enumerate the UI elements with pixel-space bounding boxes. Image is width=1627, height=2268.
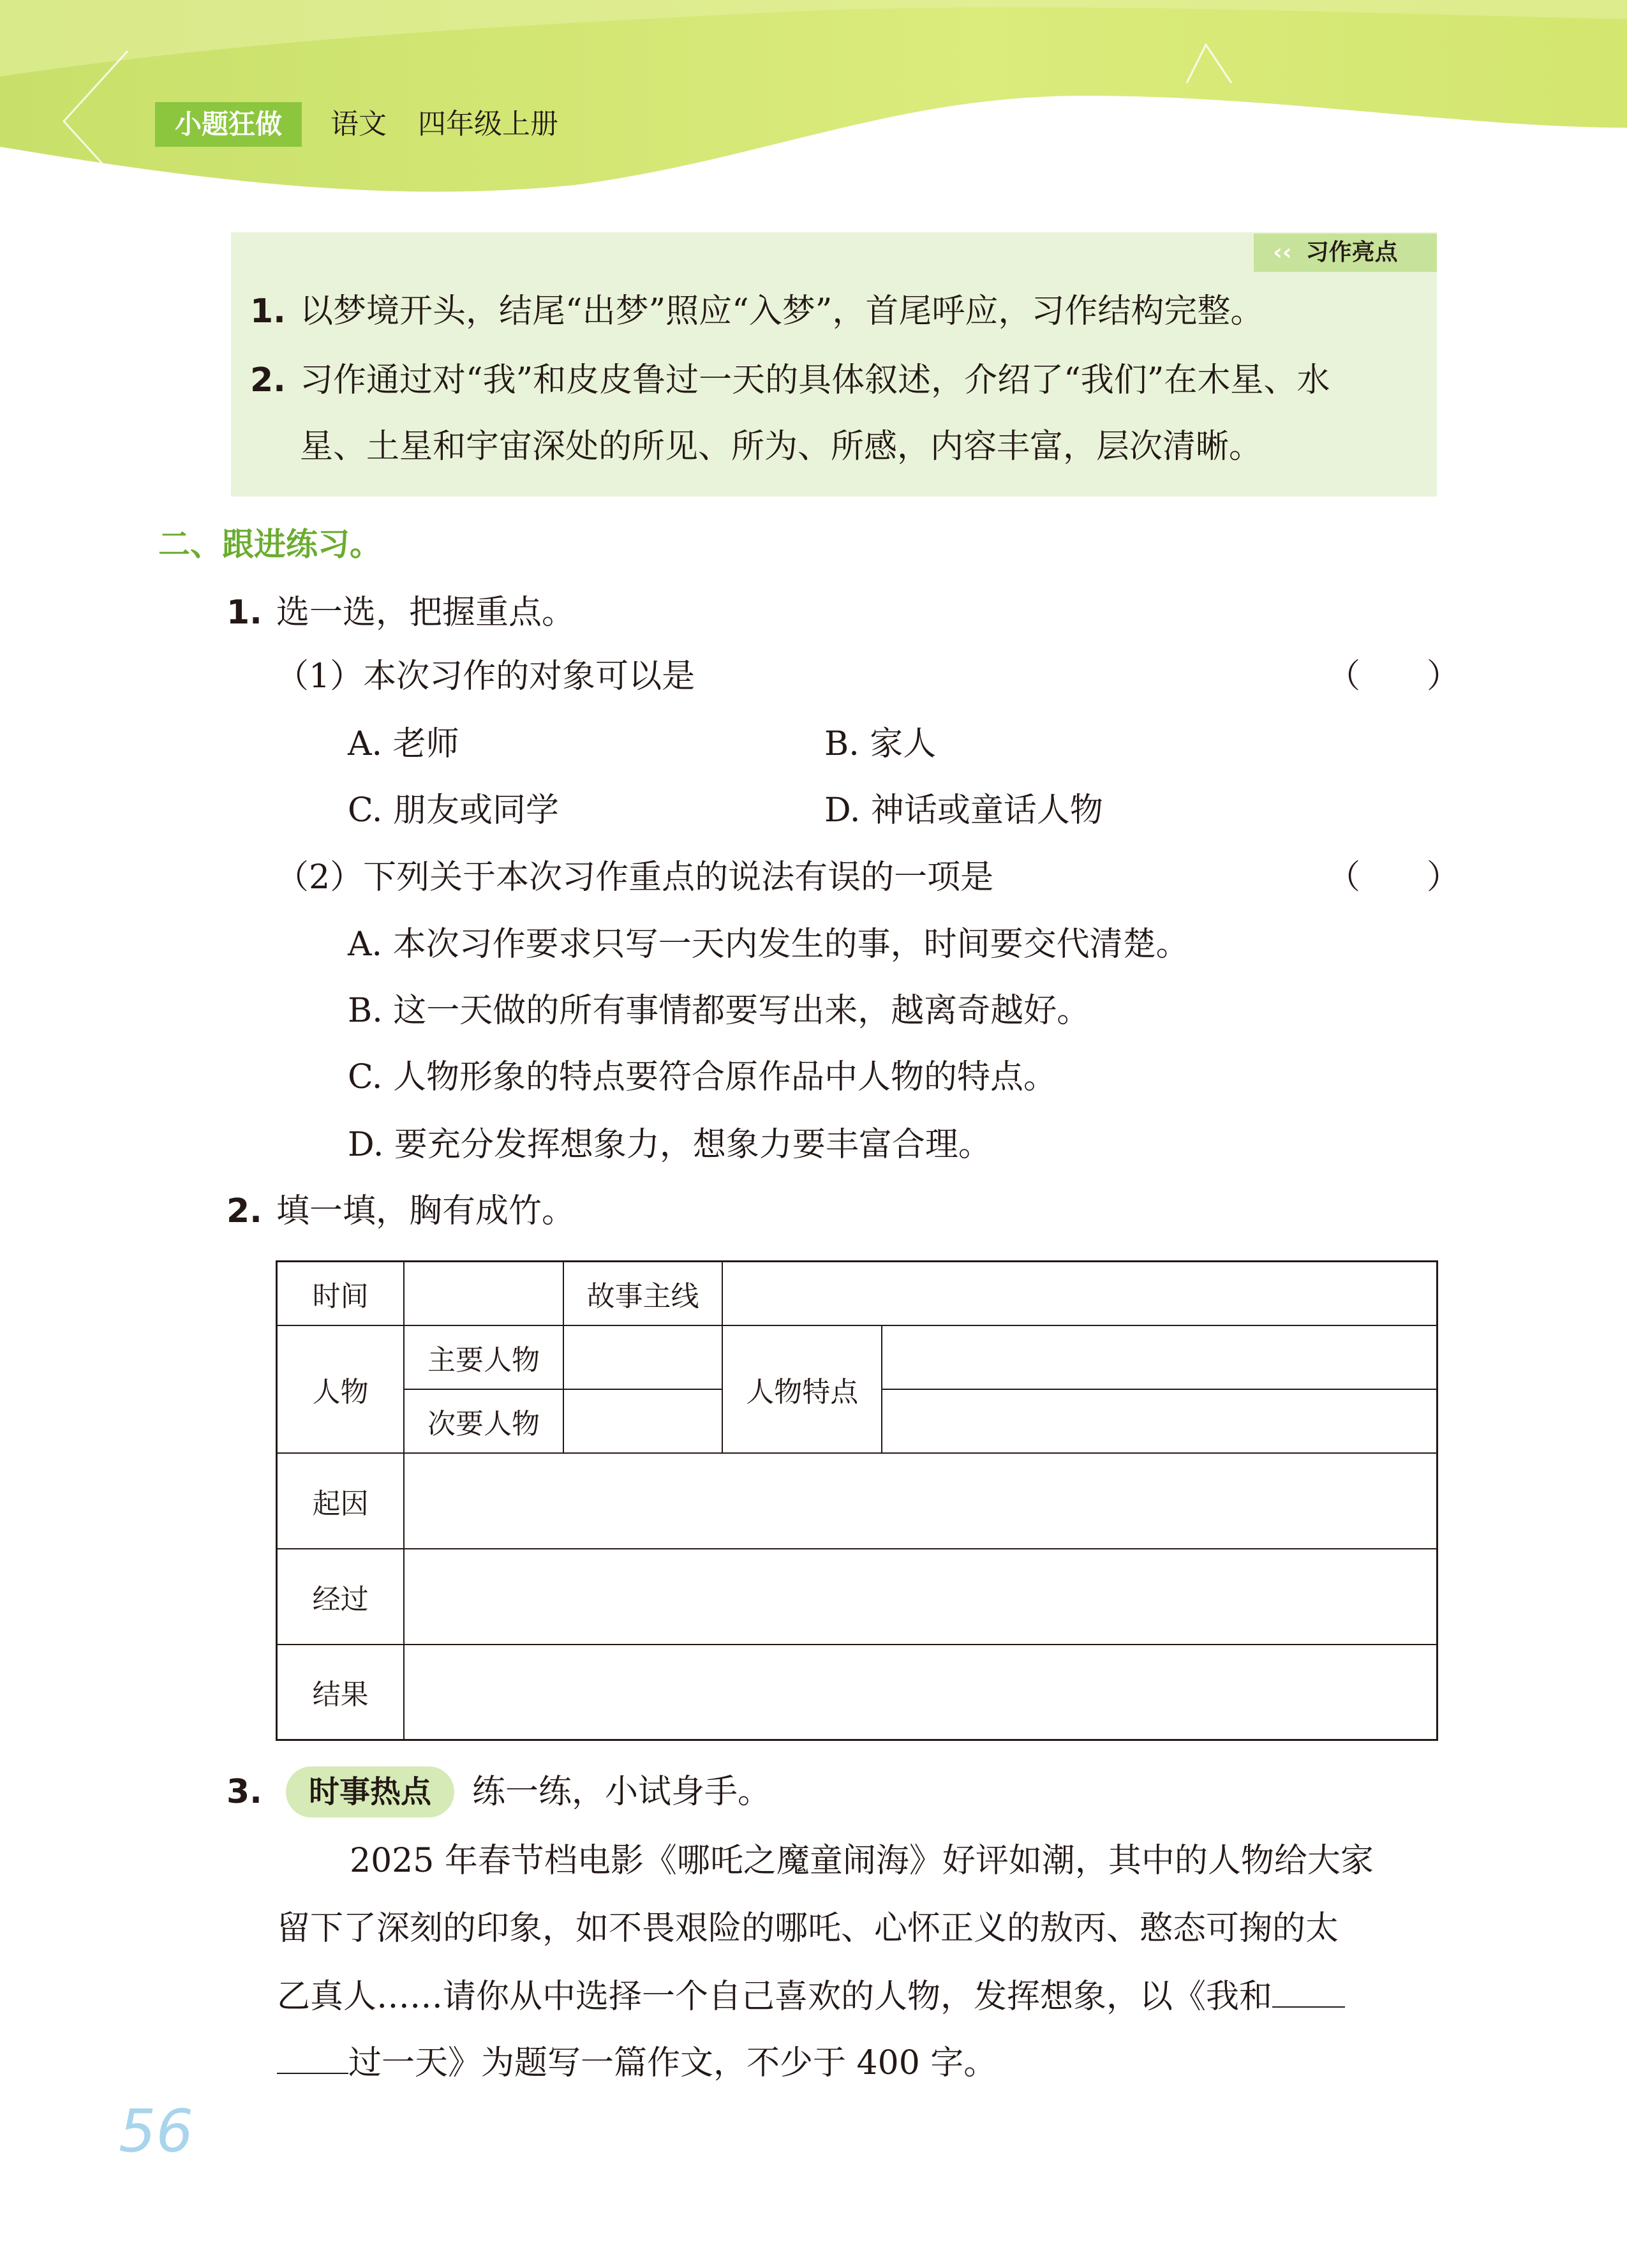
cell-minor-char-label: 次要人物 <box>404 1389 563 1453</box>
question-number: 2. <box>227 1192 262 1230</box>
page-number: 56 <box>119 2097 194 2165</box>
highlights-tag-label: 习作亮点 <box>1305 239 1398 265</box>
cell-result-input[interactable] <box>404 1645 1437 1740</box>
highlight-item-1 <box>250 286 1263 337</box>
q1-sub1-stem: （1）本次习作的对象可以是 <box>276 657 695 696</box>
question-1 <box>227 587 575 638</box>
cell-minor-traits-input[interactable] <box>882 1389 1437 1453</box>
prompt-text: 过一天》为题写一篇作文，不少于 400 字。 <box>348 2044 997 2082</box>
question-title: 选一选，把握重点。 <box>276 593 576 632</box>
question-3-title: 练一练，小试身手。 <box>472 1773 771 1811</box>
highlight-item-2 <box>250 355 1330 406</box>
cell-mainline-label: 故事主线 <box>563 1262 723 1325</box>
option-c[interactable]: C. 朋友或同学 <box>348 791 559 830</box>
option-b[interactable]: B. 这一天做的所有事情都要写出来，越离奇越好。 <box>348 992 1090 1030</box>
cell-cause-label: 起因 <box>277 1453 405 1549</box>
prompt-line-1: 2025 年春节档电影《哪吒之魔童闹海》好评如潮，其中的人物给大家 <box>350 1842 1374 1880</box>
highlight-text: 以梦境开头，结尾“出梦”照应“入梦”，首尾呼应，习作结构完整。 <box>300 292 1264 331</box>
double-chevron-left-icon: ‹‹ <box>1273 239 1292 265</box>
grade-label: 四年级上册 <box>418 108 558 140</box>
option-b[interactable]: B. 家人 <box>824 725 937 763</box>
cell-result-label: 结果 <box>277 1645 405 1740</box>
option-d[interactable]: D. 神话或童话人物 <box>824 791 1103 830</box>
cell-process-input[interactable] <box>404 1549 1437 1645</box>
prompt-line-2: 留下了深刻的印象，如不畏艰险的哪吒、心怀正义的敖丙、憨态可掬的太 <box>277 1909 1339 1948</box>
fill-blank[interactable] <box>277 2036 348 2074</box>
subject-label: 语文 <box>331 108 387 140</box>
option-a[interactable]: A. 老师 <box>348 725 459 763</box>
cell-traits-label: 人物特点 <box>722 1325 882 1453</box>
prompt-line-4 <box>277 2036 997 2089</box>
hot-topic-badge: 时事热点 <box>286 1766 454 1817</box>
highlight-text: 习作通过对“我”和皮皮鲁过一天的具体叙述，介绍了“我们”在木星、水 <box>300 361 1330 399</box>
fill-blank[interactable] <box>1272 1969 1345 2008</box>
cell-mainline-input[interactable] <box>722 1262 1437 1325</box>
highlight-item-2-cont: 星、土星和宇宙深处的所见、所为、所感，内容丰富，层次清晰。 <box>300 428 1263 466</box>
cell-people-label: 人物 <box>277 1325 405 1453</box>
cell-process-label: 经过 <box>277 1549 405 1645</box>
question-number: 1. <box>227 593 262 632</box>
option-c[interactable]: C. 人物形象的特点要符合原作品中人物的特点。 <box>348 1058 1057 1096</box>
highlights-tag <box>1254 234 1437 272</box>
option-d[interactable]: D. 要充分发挥想象力，想象力要丰富合理。 <box>348 1126 992 1164</box>
question-number: 3. <box>227 1773 262 1811</box>
cell-minor-char-input[interactable] <box>563 1389 723 1453</box>
q1-sub2-stem: （2）下列关于本次习作重点的说法有误的一项是 <box>276 858 994 897</box>
cell-main-traits-input[interactable] <box>882 1325 1437 1389</box>
question-2 <box>227 1186 575 1237</box>
answer-paren[interactable]: （ ） <box>1327 657 1460 696</box>
cell-cause-input[interactable] <box>404 1453 1437 1549</box>
question-3-number <box>227 1766 276 1817</box>
option-a[interactable]: A. 本次习作要求只写一天内发生的事，时间要交代清楚。 <box>348 925 1189 964</box>
item-number: 1. <box>250 292 286 331</box>
series-badge: 小题狂做 <box>155 102 302 147</box>
answer-paren[interactable]: （ ） <box>1327 858 1460 897</box>
section-title: 二、跟进练习。 <box>158 526 382 563</box>
cell-time-label: 时间 <box>277 1262 405 1325</box>
prompt-line-3 <box>277 1969 1345 2022</box>
prompt-text: 乙真人……请你从中选择一个自己喜欢的人物，发挥想象，以《我和 <box>277 1978 1273 2016</box>
question-title: 填一填，胸有成竹。 <box>276 1192 576 1230</box>
cell-main-char-input[interactable] <box>563 1325 723 1389</box>
item-number: 2. <box>250 361 286 399</box>
cell-time-input[interactable] <box>404 1262 563 1325</box>
story-plan-table <box>276 1260 1438 1741</box>
cell-main-char-label: 主要人物 <box>404 1325 563 1389</box>
